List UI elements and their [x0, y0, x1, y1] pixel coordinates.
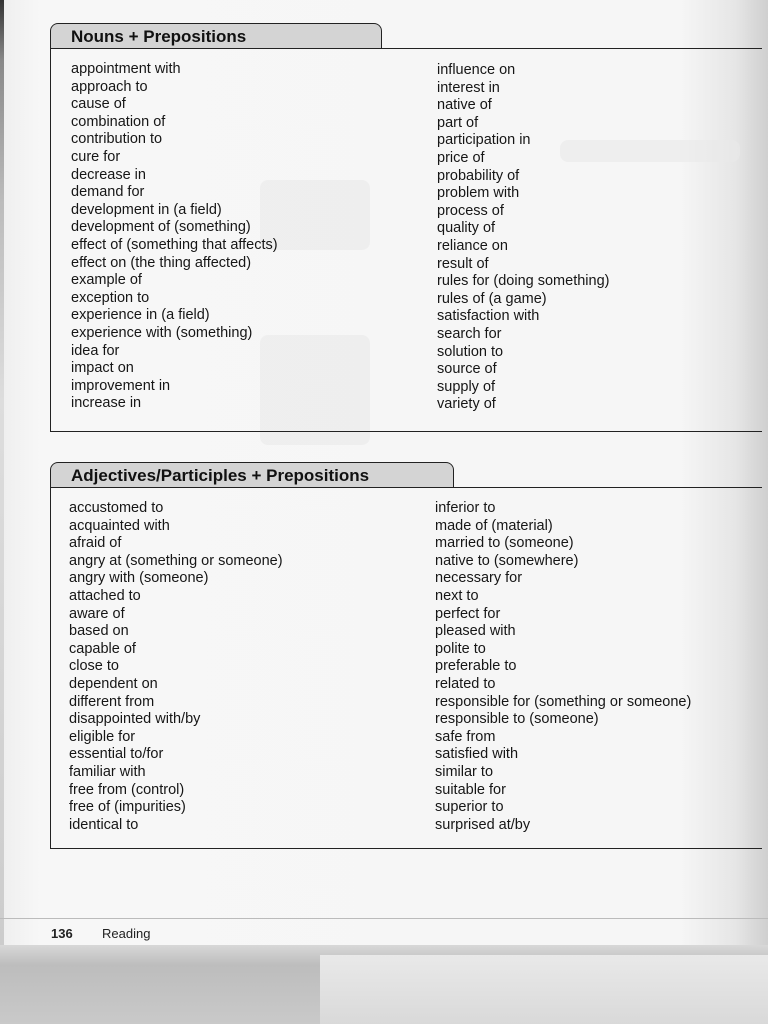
list-item: based on	[69, 623, 129, 640]
list-item: approach to	[71, 78, 148, 95]
adjectives-section-tab	[50, 462, 454, 488]
list-item: similar to	[435, 763, 494, 780]
list-item: probability of	[437, 167, 520, 184]
list-item: interest in	[437, 79, 500, 96]
list-item: close to	[69, 658, 119, 675]
list-item: free from (control)	[69, 781, 185, 798]
list-item: essential to/for	[69, 746, 164, 763]
adjectives-right-column	[435, 500, 691, 834]
list-item: disappointed with/by	[69, 711, 201, 728]
list-item: effect on (the thing affected)	[71, 254, 252, 271]
list-item: afraid of	[69, 535, 122, 552]
footer-section-label: Reading	[102, 926, 151, 941]
list-item: rules of (a game)	[437, 290, 547, 307]
list-item: combination of	[71, 113, 166, 130]
list-item: reliance on	[437, 237, 508, 254]
list-item: responsible for (something or someone)	[435, 693, 692, 710]
list-item: experience in (a field)	[71, 307, 210, 324]
list-item: preferable to	[435, 658, 517, 675]
list-item: rules for (doing something)	[437, 273, 610, 290]
list-item: supply of	[437, 378, 496, 395]
list-item: satisfied with	[435, 746, 519, 763]
list-item: result of	[437, 255, 489, 272]
adjectives-section-box	[50, 487, 762, 849]
list-item: eligible for	[69, 728, 136, 745]
list-item: effect of (something that affects)	[71, 236, 278, 253]
list-item: necessary for	[435, 570, 523, 587]
list-item: part of	[437, 114, 479, 131]
list-item: responsible to (someone)	[435, 711, 599, 728]
list-item: quality of	[437, 220, 496, 237]
list-item: impact on	[71, 360, 134, 377]
list-item: increase in	[71, 395, 142, 412]
footer-rule	[0, 918, 768, 919]
list-item: surprised at/by	[435, 816, 531, 833]
list-item: married to (someone)	[435, 535, 574, 552]
list-item: dependent on	[69, 675, 158, 692]
list-item: experience with (something)	[71, 324, 253, 341]
list-item: demand for	[71, 184, 145, 201]
list-item: aware of	[69, 605, 125, 622]
list-item: search for	[437, 325, 502, 342]
list-item: example of	[71, 272, 142, 289]
list-item: participation in	[437, 132, 531, 149]
list-item: identical to	[69, 816, 139, 833]
list-item: inferior to	[435, 500, 496, 516]
adjectives-section-title: Adjectives/Participles + Prepositions	[71, 466, 370, 485]
list-item: cure for	[71, 148, 121, 165]
nouns-prepositions-section	[50, 23, 762, 433]
list-item: variety of	[437, 396, 496, 413]
adjectives-prepositions-section	[50, 462, 762, 852]
list-item: native of	[437, 97, 492, 114]
nouns-section-title: Nouns + Prepositions	[71, 27, 247, 46]
page-number: 136	[51, 926, 73, 941]
list-item: related to	[435, 675, 496, 692]
adjectives-left-column	[69, 500, 283, 834]
list-item: influence on	[437, 62, 516, 78]
nouns-section-box	[50, 48, 762, 432]
list-item: decrease in	[71, 166, 146, 183]
scan-shadow	[0, 945, 768, 1024]
list-item: accustomed to	[69, 500, 164, 516]
list-item: different from	[69, 693, 155, 710]
list-item: idea for	[71, 342, 120, 359]
list-item: capable of	[69, 640, 136, 657]
list-item: acquainted with	[69, 517, 170, 534]
list-item: angry at (something or someone)	[69, 552, 283, 569]
list-item: next to	[435, 587, 479, 604]
list-item: solution to	[437, 343, 504, 360]
list-item: familiar with	[69, 763, 146, 780]
nouns-section-tab	[50, 23, 382, 49]
list-item: made of (material)	[435, 517, 553, 534]
list-item: satisfaction with	[437, 308, 540, 325]
list-item: cause of	[71, 96, 126, 113]
list-item: appointment with	[71, 61, 181, 77]
list-item: problem with	[437, 185, 520, 202]
list-item: exception to	[71, 289, 150, 306]
list-item: polite to	[435, 640, 486, 657]
list-item: development of (something)	[71, 219, 251, 236]
list-item: pleased with	[435, 623, 516, 640]
list-item: source of	[437, 361, 497, 378]
list-item: free of (impurities)	[69, 799, 186, 816]
list-item: suitable for	[435, 781, 506, 798]
list-item: attached to	[69, 587, 141, 604]
list-item: price of	[437, 149, 485, 166]
list-item: improvement in	[71, 377, 171, 394]
list-item: superior to	[435, 799, 504, 816]
book-spine	[0, 0, 4, 950]
list-item: angry with (someone)	[69, 570, 209, 587]
list-item: safe from	[435, 728, 496, 745]
nouns-left-column	[71, 61, 278, 413]
list-item: native to (somewhere)	[435, 552, 579, 569]
list-item: perfect for	[435, 605, 501, 622]
list-item: contribution to	[71, 131, 163, 148]
list-item: development in (a field)	[71, 201, 222, 218]
list-item: process of	[437, 202, 504, 219]
nouns-right-column	[437, 62, 609, 414]
